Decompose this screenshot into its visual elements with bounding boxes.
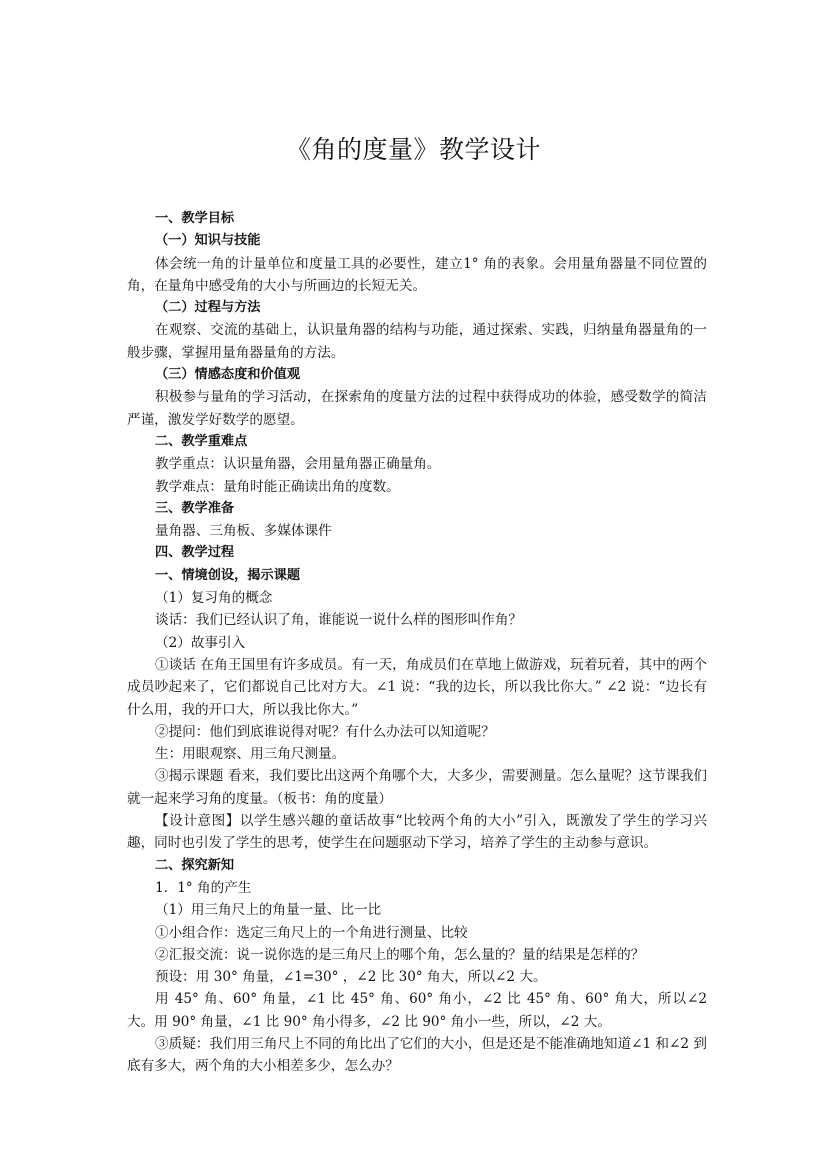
section-heading: 三、教学准备: [155, 500, 235, 516]
document-body: [127, 208, 707, 1078]
paragraph: （1）用三角尺上的角量一量、比一比: [155, 902, 382, 919]
paragraph: 生：用眼观察、用三角尺测量。: [155, 746, 346, 763]
paragraph: （1）复习角的概念: [155, 590, 273, 607]
paragraph: 积极参与量角的学习活动，在探索角的度量方法的过程中获得成功的体验，感受数学的简洁严谨，激发学好数学的愿望。: [127, 389, 707, 428]
paragraph: ③质疑：我们用三角尺上不同的角比出了它们的大小，但是还是不能准确地知道∠1 和∠2 到底有多大，两个角的大小相差多少，怎么办？: [127, 1035, 707, 1075]
section-heading: 一、教学目标: [155, 211, 235, 226]
subsection-heading: 二、探究新知: [155, 857, 235, 873]
paragraph: ①小组合作：选定三角尺上的一个角进行测量、比较: [155, 924, 468, 941]
subsection-heading: （一）知识与技能: [155, 233, 261, 249]
paragraph: 教学重点：认识量角器，会用量角器正确量角。: [155, 456, 441, 473]
paragraph: ②汇报交流：说一说你选的是三角尺上的哪个角，怎么量的？量的结果是怎样的？: [155, 946, 645, 963]
paragraph: 量角器、三角板、多媒体课件: [155, 523, 332, 540]
paragraph: ①谈话 在角王国里有许多成员。有一天，角成员们在草地上做游戏，玩着玩着，其中的两个成员吵起来了，它们都说自己比对方大。∠1 说：“我的边长，所以我比你大。” ∠2 说：“边长有什么用，我的开口大，所以我比你大。”: [127, 656, 707, 718]
paragraph: 1．1° 角的产生: [155, 879, 252, 896]
paragraph: （2）故事引入: [155, 634, 246, 651]
paragraph: 谈话：我们已经认识了角，谁能说一说什么样的图形叫作角？: [155, 612, 523, 629]
document-title: 《角的度量》教学设计: [285, 135, 541, 164]
paragraph: 体会统一角的计量单位和度量工具的必要性，建立1° 角的表象。会用量角器量不同位置的角，在量角中感受角的大小与所画边的长短无关。: [127, 255, 707, 294]
paragraph: ②提问：他们到底谁说得对呢？有什么办法可以知道呢？: [155, 723, 495, 740]
section-heading: 四、教学过程: [155, 545, 235, 561]
paragraph: 在观察、交流的基础上，认识量角器的结构与功能，通过探索、实践，归纳量角器量角的一般步骤，掌握用量角器量角的方法。: [127, 322, 707, 361]
subsection-heading: （二）过程与方法: [155, 300, 261, 316]
design-intent-paragraph: 【设计意图】以学生感兴趣的童话故事“比较两个角的大小”引入，既激发了学生的学习兴趣，同时也引发了学生的思考，使学生在问题驱动下学习，培养了学生的主动参与意识。: [127, 813, 707, 852]
subsection-heading: （三）情感态度和价值观: [155, 367, 301, 383]
paragraph: 预设：用 30° 角量，∠1=30° ，∠2 比 30° 角大，所以∠2 大。: [155, 969, 547, 986]
paragraph: ③揭示课题 看来，我们要比出这两个角哪个大，大多少，需要测量。怎么量呢？这节课我们就一起来学习角的度量。（板书：角的度量）: [127, 768, 707, 807]
subsection-heading: 一、情境创设，揭示课题: [155, 567, 301, 583]
paragraph: 教学难点：量角时能正确读出角的度数。: [155, 478, 400, 495]
section-heading: 二、教学重难点: [155, 433, 248, 449]
paragraph: 用 45° 角、60° 角量，∠1 比 45° 角、60° 角小，∠2 比 45° 角、60° 角大，所以∠2 大。用 90° 角量，∠1 比 90° 角小得多，∠2 比 90° 角小一些，所以，∠2 大。: [127, 991, 707, 1030]
